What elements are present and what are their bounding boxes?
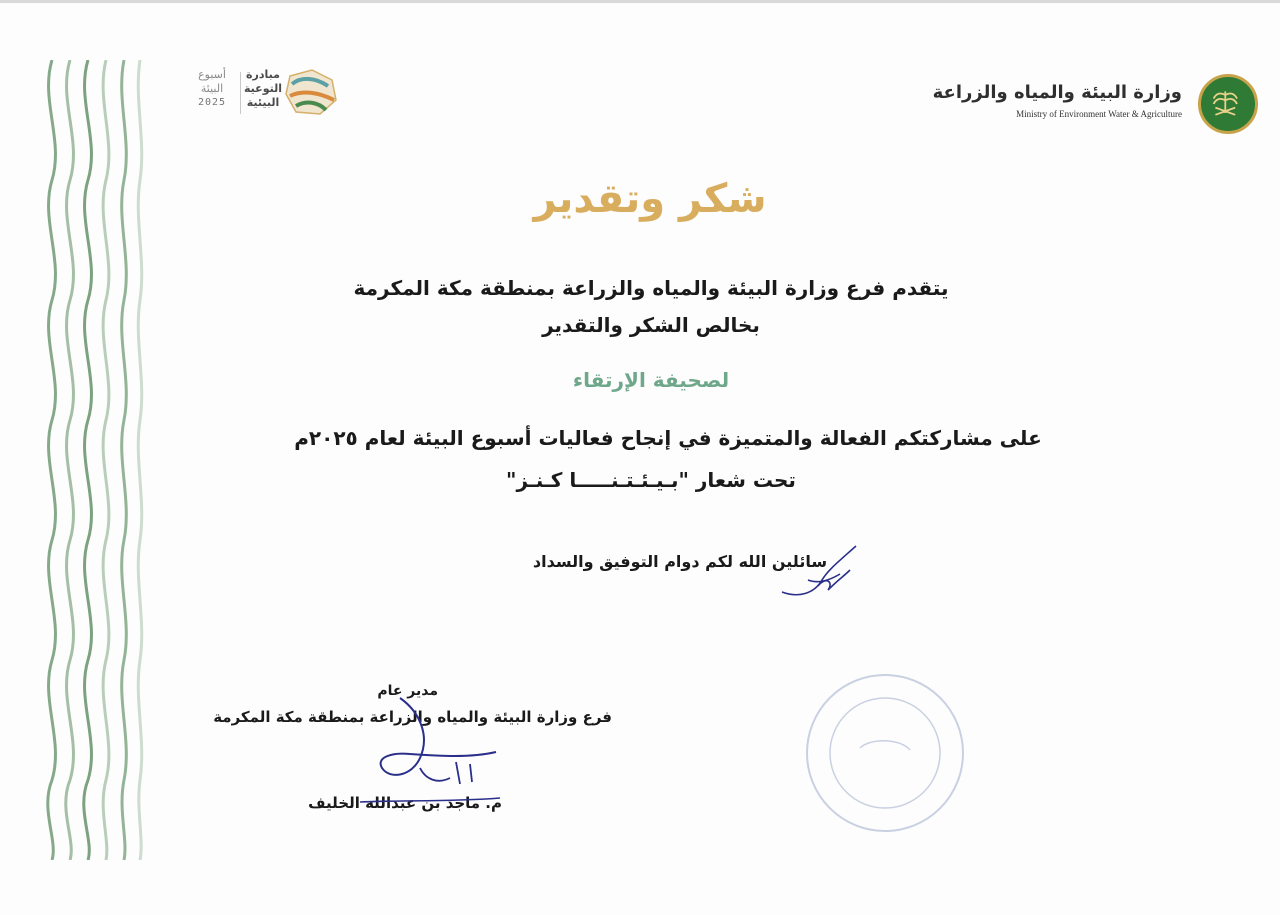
recipient-name: لصحيفة الإرتقاء (572, 368, 730, 392)
closing-line: سائلين الله لكم دوام التوفيق والسداد (532, 552, 828, 571)
week-label-line2: البيئة (200, 82, 224, 95)
participation-line: على مشاركتكم الفعالة والمتميزة في إنجاح فعاليات أسبوع البيئة لعام ٢٠٢٥م (294, 426, 1042, 450)
ministry-emblem-icon (1198, 74, 1258, 134)
ministry-name-en: Ministry of Environment Water & Agriculture (1016, 109, 1182, 119)
intro-line: يتقدم فرع وزارة البيئة والمياه والزراعة بمنطقة مكة المكرمة (353, 276, 949, 300)
environment-week-logo (190, 66, 345, 118)
week-label-line1: أسبوع (198, 68, 226, 81)
initiative-label (244, 68, 282, 110)
scan-edge (0, 0, 1280, 3)
certificate-title: شكر وتقدير (533, 176, 767, 222)
official-stamp (800, 668, 970, 838)
week-year: 2025 (197, 97, 227, 108)
handwritten-signature (360, 692, 510, 818)
environment-week-emblem-icon (282, 66, 340, 118)
initiative-line3: البيئية (246, 96, 280, 109)
signatory-branch: فرع وزارة البيئة والمياه والزراعة بمنطقة مكة المكرمة (213, 708, 612, 726)
thanks-line: بخالص الشكر والتقدير (542, 313, 760, 337)
logo-divider (240, 72, 241, 114)
initiative-line1: مبادرة (246, 68, 280, 81)
week-label (190, 68, 234, 110)
initiative-line2: التوعية (244, 82, 282, 95)
signatory-name: م. ماجد بن عبدالله الخليف (308, 794, 502, 812)
handwritten-signature-small (778, 540, 864, 604)
ministry-name-ar: وزارة البيئة والمياه والزراعة (932, 82, 1182, 103)
signatory-title: مدير عام (377, 683, 438, 699)
slogan-line: تحت شعار "بـيـئـتـنـــــا كـنـز" (506, 468, 796, 492)
ministry-logo (932, 74, 1258, 136)
